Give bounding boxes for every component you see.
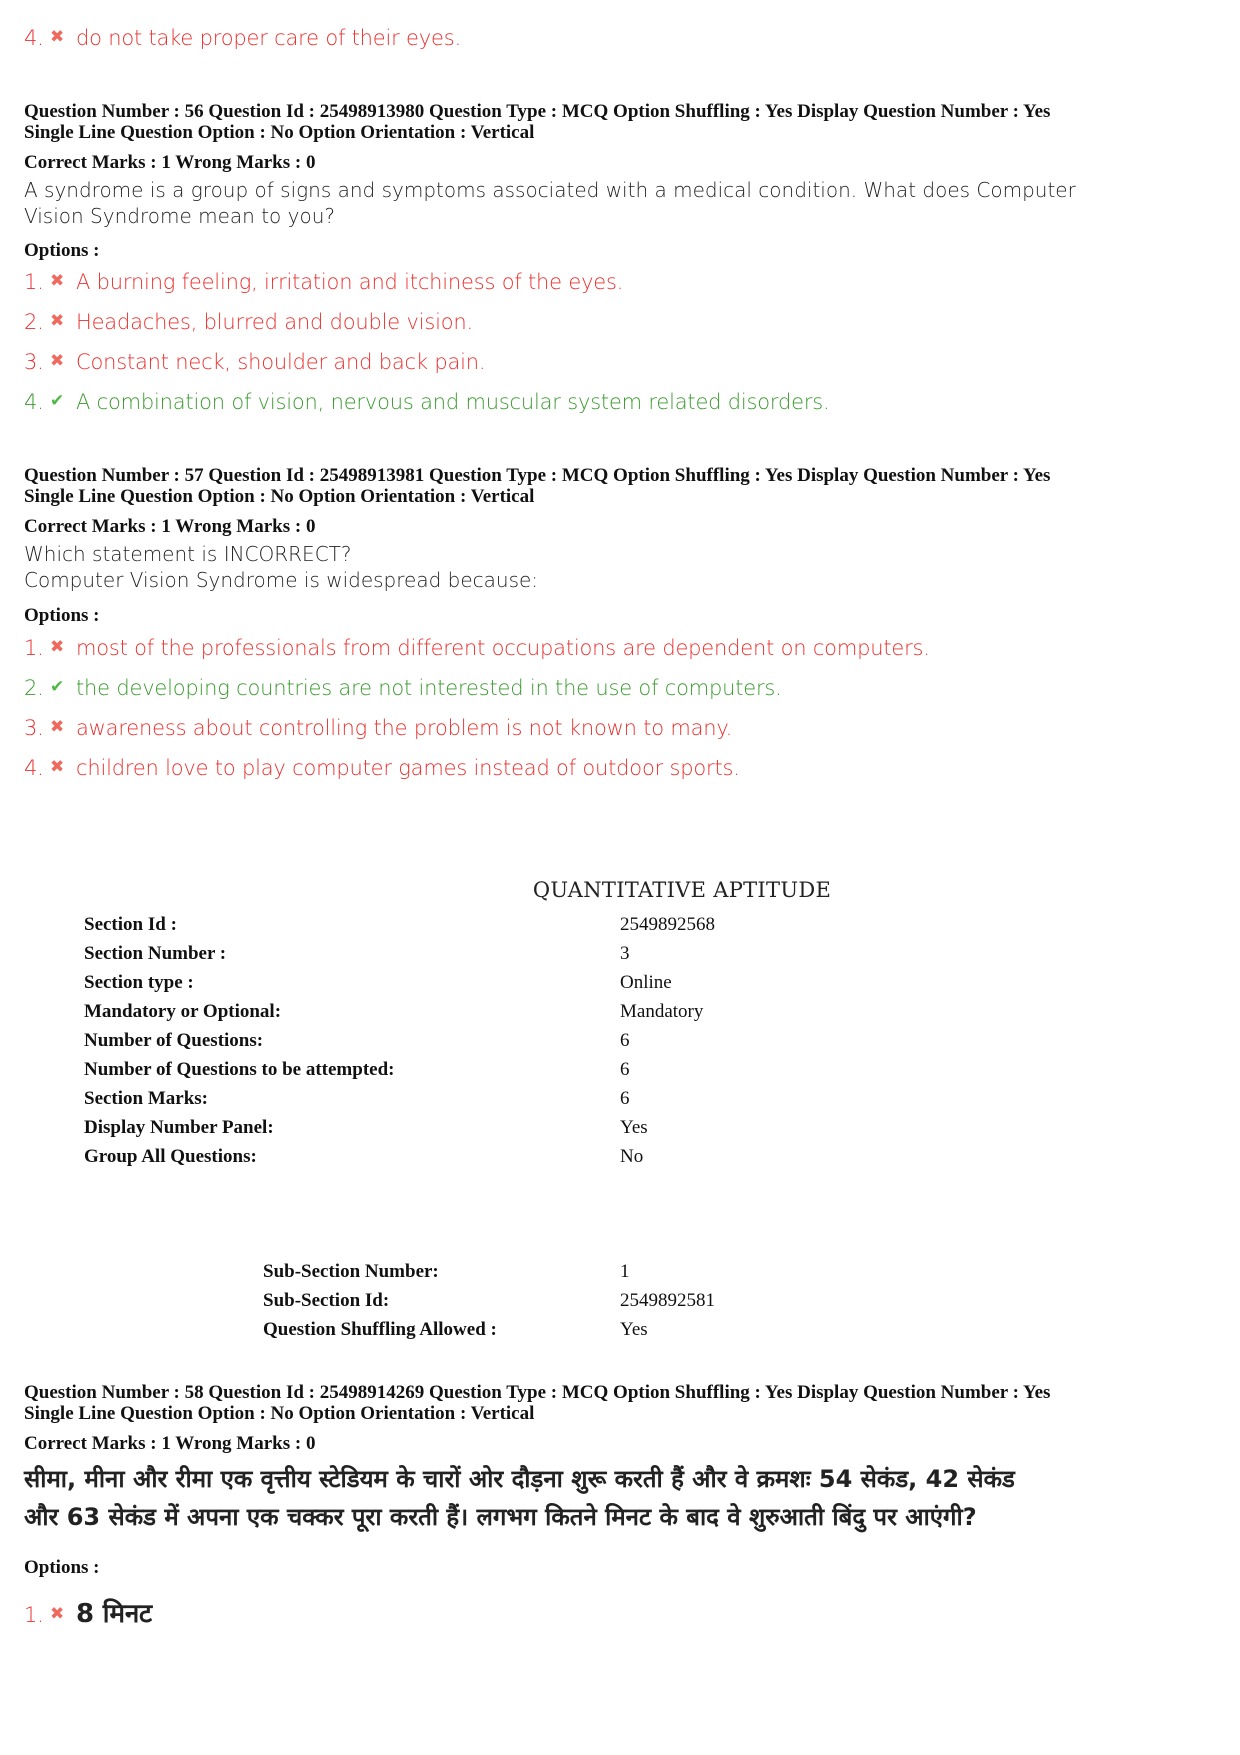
- section-type-label: Section type :: [84, 972, 194, 993]
- cross-icon: ✖: [50, 27, 65, 47]
- check-icon: ✔: [50, 391, 65, 411]
- option-row: [24, 350, 485, 374]
- section-number-label: Section Number :: [84, 943, 227, 964]
- option-row: [24, 26, 461, 50]
- num-attempt-value: 6: [620, 1059, 630, 1080]
- question-text-line: और 63 सेकंड में अपना एक चक्कर पूरा करती हैं। लगभग कितने मिनट के बाद वे शुरुआती बिंदु पर आएंगी?: [24, 1503, 977, 1531]
- option-row: [24, 270, 623, 294]
- option-row: [24, 716, 732, 740]
- question-marks: Correct Marks : 1 Wrong Marks : 0: [24, 516, 316, 537]
- question-meta: Question Number : 57 Question Id : 25498913981 Question Type : MCQ Option Shuffling : Yes Display Question Number : Yes: [24, 465, 1051, 486]
- section-type-value: Online: [620, 972, 672, 993]
- option-number: 2.: [24, 310, 44, 334]
- section-id-value: 2549892568: [620, 914, 715, 935]
- option-number: 4.: [24, 26, 44, 50]
- section-marks-value: 6: [620, 1088, 630, 1109]
- display-panel-label: Display Number Panel:: [84, 1117, 274, 1138]
- option-number: 4.: [24, 756, 44, 780]
- option-number: 3.: [24, 716, 44, 740]
- question-meta: Question Number : 58 Question Id : 25498914269 Question Type : MCQ Option Shuffling : Yes Display Question Number : Yes: [24, 1382, 1051, 1403]
- mandatory-value: Mandatory: [620, 1001, 704, 1022]
- options-label: Options :: [24, 240, 100, 261]
- shuffling-value: Yes: [620, 1319, 648, 1340]
- option-row-correct: [24, 390, 830, 414]
- option-number: 1.: [24, 1603, 44, 1627]
- group-all-label: Group All Questions:: [84, 1146, 257, 1167]
- option-row: [24, 636, 930, 660]
- option-number: 1.: [24, 636, 44, 660]
- option-text: A combination of vision, nervous and muscular system related disorders.: [76, 390, 830, 414]
- section-number-value: 3: [620, 943, 630, 964]
- cross-icon: ✖: [50, 271, 65, 291]
- question-text: [24, 541, 538, 593]
- question-text-line: Computer Vision Syndrome is widespread because:: [24, 568, 539, 592]
- option-number: 2.: [24, 676, 44, 700]
- section-marks-label: Section Marks:: [84, 1088, 209, 1109]
- check-icon: ✔: [50, 677, 65, 697]
- option-row: [24, 310, 473, 334]
- question-text: [24, 177, 1076, 229]
- option-row-correct: [24, 676, 782, 700]
- option-text: 8 मिनट: [76, 1599, 152, 1629]
- question-text-line: सीमा, मीना और रीमा एक वृत्तीय स्टेडियम के चारों ओर दौड़ना शुरू करती हैं और वे क्रमशः 54 सेकंड, 42 सेकंड: [24, 1465, 1015, 1493]
- num-questions-label: Number of Questions:: [84, 1030, 264, 1051]
- question-meta-line2: Single Line Question Option : No Option Orientation : Vertical: [24, 486, 535, 507]
- subsection-id-value: 2549892581: [620, 1290, 715, 1311]
- question-meta: Question Number : 56 Question Id : 25498913980 Question Type : MCQ Option Shuffling : Yes Display Question Number : Yes: [24, 101, 1051, 122]
- question-text-line: Which statement is INCORRECT?: [24, 542, 352, 566]
- option-number: 3.: [24, 350, 44, 374]
- question-text-line: Vision Syndrome mean to you?: [24, 204, 335, 228]
- cross-icon: ✖: [50, 717, 65, 737]
- shuffling-label: Question Shuffling Allowed :: [263, 1319, 497, 1340]
- option-text: the developing countries are not interested in the use of computers.: [76, 676, 782, 700]
- options-label: Options :: [24, 1557, 100, 1578]
- option-text: do not take proper care of their eyes.: [76, 26, 461, 50]
- option-text: children love to play computer games instead of outdoor sports.: [76, 756, 740, 780]
- option-text: A burning feeling, irritation and itchiness of the eyes.: [76, 270, 624, 294]
- section-id-label: Section Id :: [84, 914, 177, 935]
- option-row: [24, 1594, 152, 1630]
- question-marks: Correct Marks : 1 Wrong Marks : 0: [24, 152, 316, 173]
- display-panel-value: Yes: [620, 1117, 648, 1138]
- subsection-id-label: Sub-Section Id:: [263, 1290, 390, 1311]
- num-attempt-label: Number of Questions to be attempted:: [84, 1059, 395, 1080]
- cross-icon: ✖: [50, 1604, 65, 1624]
- question-meta-line2: Single Line Question Option : No Option Orientation : Vertical: [24, 1403, 535, 1424]
- option-text: awareness about controlling the problem is not known to many.: [76, 716, 733, 740]
- question-text-line: A syndrome is a group of signs and symptoms associated with a medical condition. What does Computer: [24, 178, 1076, 202]
- option-text: most of the professionals from different occupations are dependent on computers.: [76, 636, 930, 660]
- question-marks: Correct Marks : 1 Wrong Marks : 0: [24, 1433, 316, 1454]
- option-row: [24, 756, 740, 780]
- option-number: 4.: [24, 390, 44, 414]
- option-text: Constant neck, shoulder and back pain.: [76, 350, 486, 374]
- option-number: 1.: [24, 270, 44, 294]
- section-title: QUANTITATIVE APTITUDE: [532, 878, 832, 902]
- num-questions-value: 6: [620, 1030, 630, 1051]
- cross-icon: ✖: [50, 351, 65, 371]
- cross-icon: ✖: [50, 637, 65, 657]
- group-all-value: No: [620, 1146, 644, 1167]
- mandatory-label: Mandatory or Optional:: [84, 1001, 282, 1022]
- subsection-number-label: Sub-Section Number:: [263, 1261, 439, 1282]
- options-label: Options :: [24, 605, 100, 626]
- subsection-number-value: 1: [620, 1261, 630, 1282]
- option-text: Headaches, blurred and double vision.: [76, 310, 473, 334]
- cross-icon: ✖: [50, 757, 65, 777]
- cross-icon: ✖: [50, 311, 65, 331]
- question-meta-line2: Single Line Question Option : No Option Orientation : Vertical: [24, 122, 535, 143]
